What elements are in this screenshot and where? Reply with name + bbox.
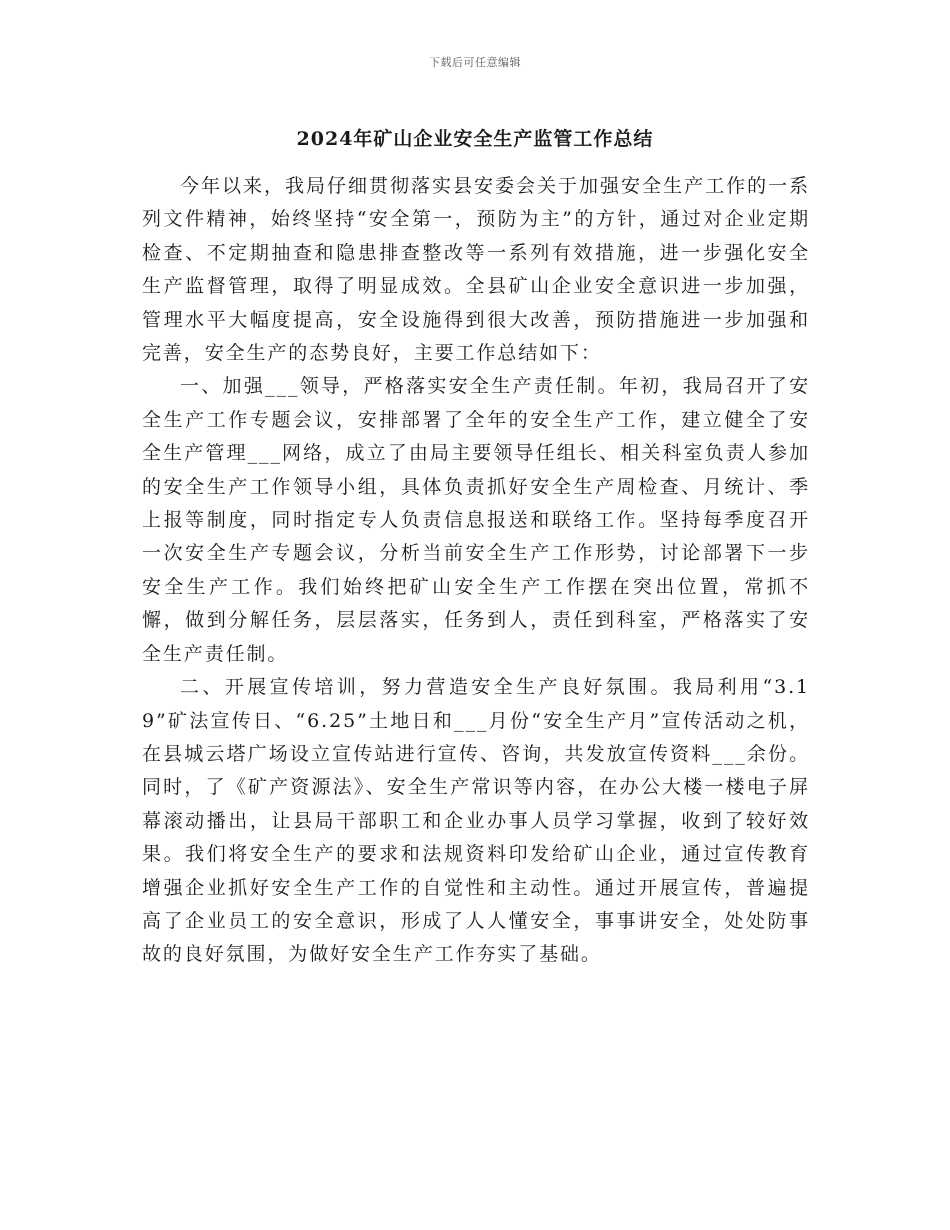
document-body — [142, 170, 810, 972]
header-note: 下载后可任意编辑 — [429, 56, 521, 69]
intro-paragraph: 今年以来，我局仔细贯彻落实县安委会关于加强安全生产工作的一系列文件精神，始终坚持“安全第一，预防为主”的方针，通过对企业定期检查、不定期抽查和隐患排查整改等一系列有效措施，进一步强化安全生产监督管理，取得了明显成效。全县矿山企业安全意识进一步加强，管理水平大幅度提高，安全设施得到很大改善，预防措施进一步加强和完善，安全生产的态势良好，主要工作总结如下： — [142, 175, 810, 365]
section-two-paragraph: 二、开展宣传培训，努力营造安全生产良好氛围。我局利用“3.19”矿法宣传日、“6.25”土地日和___月份“安全生产月”宣传活动之机，在县城云塔广场设立宣传站进行宣传、咨询，共发放宣传资料___余份。同时，了《矿产资源法》、安全生产常识等内容，在办公大楼一楼电子屏幕滚动播出，让县局干部职工和企业办事人员学习掌握，收到了较好效果。我们将安全生产的要求和法规资料印发给矿山企业，通过宣传教育增强企业抓好安全生产工作的自觉性和主动性。通过开展宣传，普遍提高了企业员工的安全意识，形成了人人懂安全，事事讲安全，处处防事故的良好氛围，为做好安全生产工作夯实了基础。 — [142, 676, 810, 966]
document-title: 2024年矿山企业安全生产监管工作总结 — [296, 128, 654, 150]
section-one-paragraph: 一、加强___领导，严格落实安全生产责任制。年初，我局召开了安全生产工作专题会议，安排部署了全年的安全生产工作，建立健全了安全生产管理___网络，成立了由局主要领导任组长、相关科室负责人参加的安全生产工作领导小组，具体负责抓好安全生产周检查、月统计、季上报等制度，同时指定专人负责信息报送和联络工作。坚持每季度召开一次安全生产专题会议，分析当前安全生产工作形势，讨论部署下一步安全生产工作。我们始终把矿山安全生产工作摆在突出位置，常抓不懈，做到分解任务，层层落实，任务到人，责任到科室，严格落实了安全生产责任制。 — [142, 375, 810, 665]
